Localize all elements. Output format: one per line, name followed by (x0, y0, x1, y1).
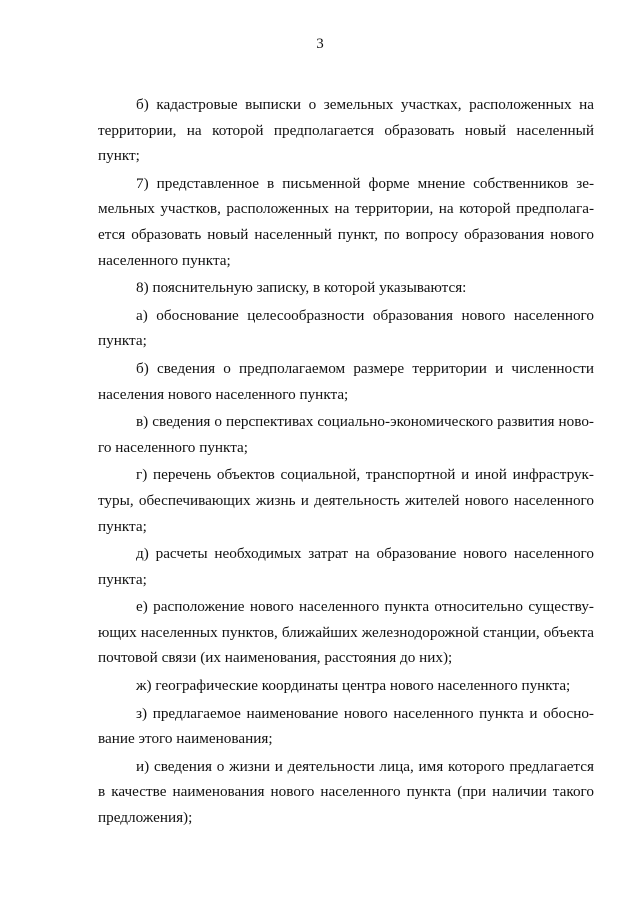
text-line: пункт; (98, 147, 140, 165)
text-line: го населенного пункта; (98, 438, 248, 456)
text-line: а) обоснование целесообразности образования нового населенного (136, 306, 594, 324)
paragraph (98, 171, 594, 273)
text-line: е) расположение нового населенного пункта относительно существу- (136, 598, 594, 616)
text-line: мельных участков, расположенных на территории, на которой предполага- (98, 200, 594, 218)
paragraph (98, 673, 594, 699)
text-line: в) сведения о перспективах социально-экономического развития ново- (136, 413, 594, 431)
paragraph (98, 92, 594, 169)
paragraph (98, 701, 594, 752)
page-number: 3 (316, 36, 324, 52)
text-line: б) кадастровые выписки о земельных участках, расположенных на (136, 96, 594, 113)
paragraph (98, 541, 594, 592)
document-body (98, 92, 594, 831)
paragraph (98, 303, 594, 354)
text-line: г) перечень объектов социальной, транспортной и иной инфраструк- (136, 466, 594, 484)
text-line: населения нового населенного пункта; (98, 385, 349, 403)
text-line: почтовой связи (их наименования, расстояния до них); (98, 649, 453, 667)
paragraph (98, 409, 594, 460)
paragraph (98, 275, 594, 301)
text-line: з) предлагаемое наименование нового населенного пункта и обосно- (136, 704, 594, 722)
text-line: д) расчеты необходимых затрат на образование нового населенного (136, 545, 594, 563)
paragraph (98, 594, 594, 671)
text-line: пункта; (98, 570, 147, 588)
text-line: б) сведения о предполагаемом размере территории и численности (136, 359, 594, 377)
text-line: 8) пояснительную записку, в которой указываются: (136, 279, 467, 297)
text-line: населенного пункта; (98, 251, 231, 269)
text-line: ющих населенных пунктов, ближайших железнодорожной станции, объекта (98, 623, 594, 641)
text-line: 7) представленное в письменной форме мнение собственников зе- (136, 174, 594, 192)
text-line: туры, обеспечивающих жизнь и деятельность жителей нового населенного (98, 491, 594, 509)
paragraph (98, 462, 594, 539)
text-line: территории, на которой предполагается образовать новый населенный (98, 121, 594, 139)
text-line: и) сведения о жизни и деятельности лица, имя которого предлагается (136, 757, 594, 775)
paragraph (98, 356, 594, 407)
text-line: пункта; (98, 517, 147, 535)
text-line: пункта; (98, 332, 147, 350)
text-line: ж) географические координаты центра нового населенного пункта; (136, 677, 571, 695)
text-line: ется образовать новый населенный пункт, по вопросу образования нового (98, 225, 594, 243)
text-line: предложения); (98, 809, 193, 827)
paragraph (98, 754, 594, 831)
text-line: вание этого наименования; (98, 730, 273, 748)
text-line: в качестве наименования нового населенного пункта (при наличии такого (98, 783, 594, 801)
